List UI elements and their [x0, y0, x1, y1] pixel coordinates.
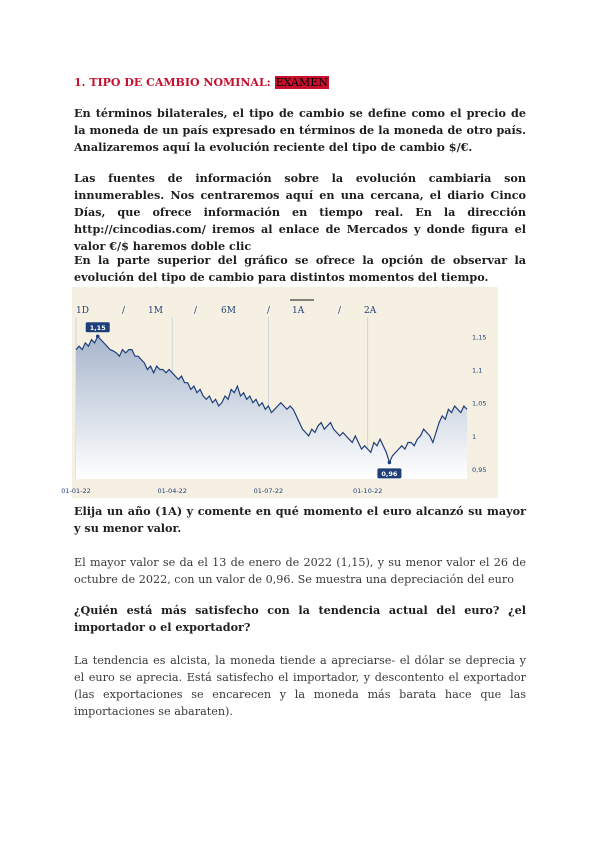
max-badge-point [96, 334, 100, 338]
eur-usd-chart [61, 287, 498, 498]
x-tick-label: 01-01-22 [61, 487, 91, 495]
y-tick-label: 1 [472, 432, 477, 441]
x-tick-label: 01-07-22 [253, 487, 284, 495]
heading-main: 1. TIPO DE CAMBIO NOMINAL: [74, 76, 275, 89]
y-tick-label: 0,95 [472, 466, 487, 475]
sources-paragraph: Las fuentes de información sobre la evolución cambiaria son innumerables. Nos centraremos aquí en una cercana, el diario Cinco Días, que ofrece información en tiempo real. En la dirección http://cincodias.com/ iremos al enlace de Mercados y donde figura el valor €/$ haremos doble clic [74, 171, 526, 253]
range-6m[interactable]: 6M [221, 306, 236, 316]
min-badge-label: 0,96 [381, 469, 398, 478]
x-tick-label: 01-04-22 [157, 487, 187, 495]
y-tick-label: 1,05 [472, 399, 487, 408]
answer-1: El mayor valor se da el 13 de enero de 2022 (1,15), y su menor valor el 26 de octubre de 2022, con un valor de 0,96. Se muestra una depreciación del euro [74, 556, 526, 586]
min-badge-point [388, 461, 392, 465]
question-1: Elija un año (1A) y comente en qué momento el euro alcanzó su mayor y su menor valor. [74, 504, 526, 535]
chart-intro-paragraph: En la parte superior del gráfico se ofrece la opción de observar la evolución del tipo de cambio para distintos momentos del tiempo. [74, 253, 526, 284]
x-tick-label: 01-10-22 [352, 487, 383, 495]
exam-tag: EXAMEN [275, 76, 328, 89]
intro-paragraph: En términos bilaterales, el tipo de cambio se define como el precio de la moneda de un país expresado en términos de la moneda de otro país. Analizaremos aquí la evolución reciente del tipo de cambio $/€. [74, 106, 526, 154]
range-1m[interactable]: 1M [148, 306, 163, 316]
answer-2: La tendencia es alcista, la moneda tiende a apreciarse- el dólar se deprecia y el euro se aprecia. Está satisfecho el importador, y descontento el exportador (las exportaciones se encarecen y la moneda más barata hace que las importaciones se abaraten). [74, 654, 526, 718]
y-tick-label: 1,1 [472, 366, 483, 375]
range-separator: / [338, 306, 342, 316]
question-2: ¿Quién está más satisfecho con la tendencia actual del euro? ¿el importador o el exportador? [74, 603, 526, 634]
range-separator: / [122, 306, 126, 316]
range-1d[interactable]: 1D [76, 306, 89, 316]
range-1a[interactable]: 1A [292, 306, 305, 316]
range-2a[interactable]: 2A [364, 306, 377, 316]
section-heading [74, 74, 526, 91]
y-tick-label: 1,15 [472, 333, 487, 342]
max-badge-label: 1,15 [89, 323, 106, 332]
range-separator: / [194, 306, 198, 316]
range-separator: / [267, 306, 271, 316]
